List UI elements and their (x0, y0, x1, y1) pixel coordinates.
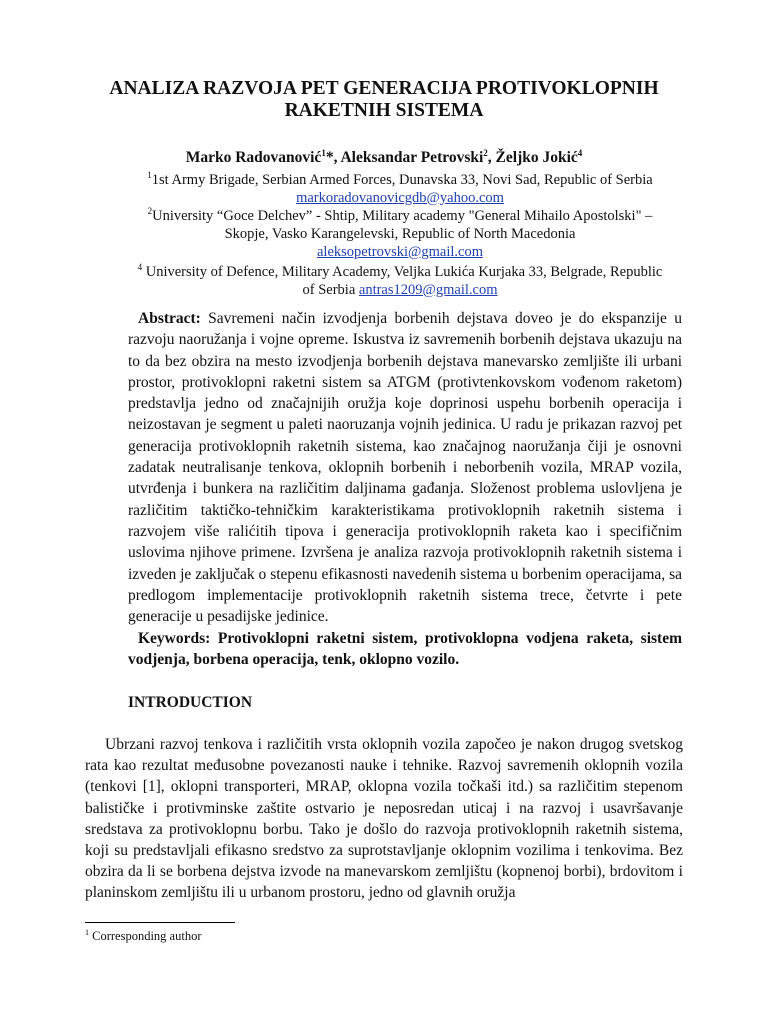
keywords: Keywords: Protivoklopni raketni sistem, protivoklopna vodjena raketa, sistem vodjenja, borbena operacija, tenk, oklopno vozilo. (128, 630, 682, 668)
abstract-text: Savremeni način izvodjenja borbenih dejstava doveo je do ekspanzije u razvoju naoružanja i vojne opreme. Iskustva iz savremenih borbenih dejstava ukazuju na to da bez obzira na mesto izvodjenja borbenih dejstava manevarsko zemljište ili urbani prostor, protivoklopni raketni sistem sa ATGM (protivtenkovskom vođenom raketom) predstavlja jedno od značajnijih oružja koje doprinosi uspehu borbenih operacija i neizostavan je segment u paleti naoruzanja vojnih jedinica. U radu je prikazan razvoj pet generacija protivoklopnih raketnih sistema, kao značajnog naoružanja čiji je osnovni zadatak neutralisanje tenkova, oklopnih borbenih i neborbenih vozila, MRAP vozila, utvrđenja i bunkera na različitim daljinama gađanja. Složenost problema uslovljena je različitim taktičko-tehničkim karakteristikama protivoklopnih raketnih sistema i razvojem više ralićitih tipova i generacija protivoklopnih raketa kao i specifičnim uslovima njihove primene. Izvršena je analiza razvoja protivoklopnih raketnih sistema i izveden je zaključak o stepenu efikasnosti navedenih sistema u borbenim operacijama, sa predlogom implementacije protivoklopnih raketnih sistema trece, četvrte i pete generacije u pesadijske jedinice. (128, 310, 682, 626)
corresponding-mark: * (325, 149, 334, 167)
author-separator: , (333, 149, 341, 167)
author-name: Aleksandar Petrovski (340, 149, 484, 167)
affiliation-mark: 4 (137, 262, 143, 272)
affiliation (130, 166, 670, 207)
section-heading: INTRODUCTION (128, 694, 253, 711)
email-link[interactable]: markoradovanovicgdb@yahoo.com (296, 189, 504, 206)
footnote-text: Corresponding author (89, 929, 202, 944)
affiliation-mark: 1 (147, 170, 152, 180)
author-separator: , (487, 149, 496, 167)
email-link[interactable]: aleksopetrovski@gmail.com (317, 243, 483, 260)
abstract-label: Abstract: (138, 310, 201, 327)
author-affiliation-mark: 2 (483, 148, 488, 158)
title-line-2: RAKETNIH SISTEMA (284, 100, 484, 121)
author-name: Marko Radovanović (185, 149, 322, 167)
affiliation-mark: 2 (147, 206, 153, 216)
affiliation (130, 258, 670, 299)
affiliation-text: 1st Army Brigade, Serbian Armed Forces, Dunavska 33, Novi Sad, Republic of Serbia (151, 171, 653, 188)
author-affiliation-mark: 1 (321, 148, 326, 158)
author-name: Željko Jokić (495, 149, 578, 167)
footnote-mark: 1 (85, 928, 89, 937)
affiliation-text: University “Goce Delchev” - Shtip, Military academy "General Mihailo Apostolski" – Skopje, Vasko Karangelevski, Republic of North Macedonia (152, 207, 653, 242)
footnote (85, 928, 201, 944)
affiliation (130, 202, 670, 261)
footnote-divider (85, 922, 235, 923)
email-link[interactable]: antras1209@gmail.com (358, 281, 498, 298)
affiliation-text: University of Defence, Military Academy, Veljka Lukića Kurjaka 33, Belgrade, Republic of Serbia (142, 263, 663, 298)
abstract (128, 308, 682, 627)
paper-title (60, 78, 708, 122)
author-list (60, 148, 708, 167)
author-affiliation-mark: 4 (577, 148, 583, 158)
title-line-1: ANALIZA RAZVOJA PET GENERACIJA PROTIVOKLOPNIH (109, 78, 659, 99)
introduction-paragraph: Ubrzani razvoj tenkova i različitih vrsta oklopnih vozila započeo je nakon drugog svetskog rata kao rezultat međusobne povezanosti nauke i tehnike. Razvoj savremenih oklopnih vozila (tenkovi [1], oklopni transporteri, MRAP, oklopna vozila točkaši itd.) sa različitim stepenom balističke i protivminske zaštite ostvario je neposredan uticaj i na razvoj i usavršavanje sredstava za protivoklopnu borbu. Tako je došlo do razvoja protivoklopnih raketnih sistema, koji su predstavljali efikasno sredstvo za suprotstavljanje oklopnim vozilima i tenkovima. Bez obzira da li se borbena dejstva izvode na manevarskom zemljištu (kopnenoj borbi), brdovitom i planinskom zemljištu ili u urbanom prostoru, jedno od glavnih oružja (85, 736, 683, 902)
